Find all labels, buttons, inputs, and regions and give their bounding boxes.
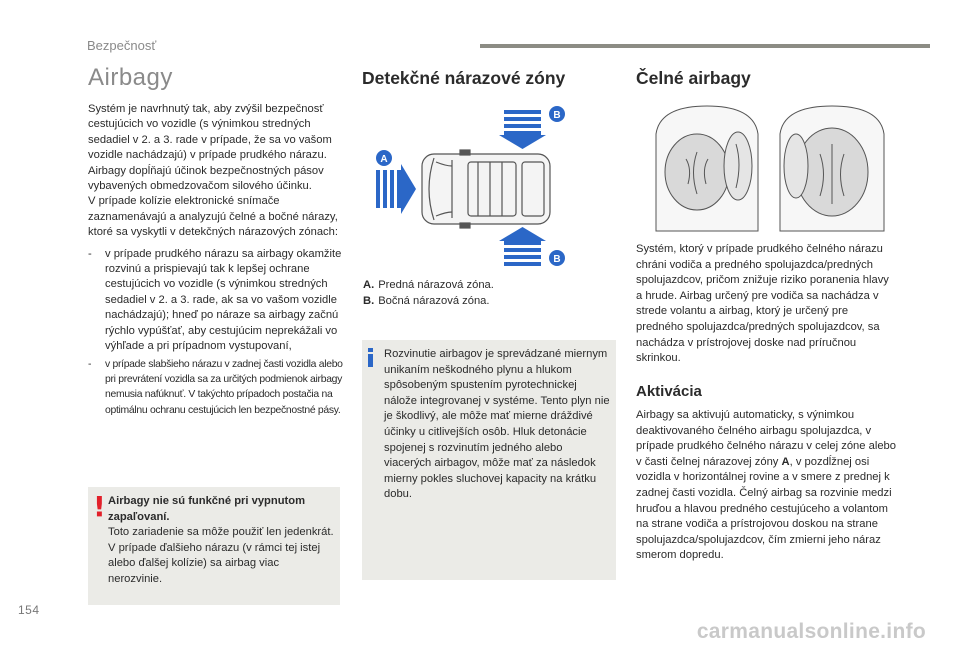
info-icon [368, 348, 373, 367]
warning-title: Airbagy nie sú funkčné pri vypnutom zapaľovaní. [108, 495, 306, 523]
van-top-view-icon [422, 150, 550, 228]
header-divider [480, 44, 930, 48]
label-b-bottom-icon [549, 250, 565, 266]
front-airbags-description: Systém, ktorý v prípade prudkého čelného nárazu chráni vodiča a predného spolujazdca/predných spolujazdcov, pričom znižuje riziko poranenia hlavy a hrude. Airbag určený pre vodiča sa nachádza v strede volantu a airbag, ktorý je určený pre predného spolujazdca/predných spolujazdcov, sa nachádza v prístrojovej doske nad príručnou skrinkou. [636, 243, 889, 365]
warning-text [108, 494, 336, 588]
impact-zones-diagram [372, 104, 572, 270]
label-b-top-icon [549, 106, 565, 122]
svg-text:B: B [553, 254, 561, 265]
warning-exclamation-icon: ! [93, 490, 106, 523]
list-item: - v prípade prudkého nárazu sa airbagy okamžite rozvinú a prispievajú tak k lepšej ochrane cestujúcich vo vozidle (s výnimkou stredných sedadiel v 2. a 3. rade, ak sa vo vašom vozidle nachádzajú); hneď po náraze sa airbagy začnú rýchlo vypúšťať, aby cestujúcim neprekážali vo výhľade a pri prípadnom vystupovaní, [88, 247, 342, 353]
side-impact-arrow-top [499, 110, 546, 149]
legend-item-a: A. Predná nárazová zóna. [363, 279, 494, 291]
label-a-icon [376, 150, 392, 166]
svg-text:A: A [380, 154, 388, 165]
page-number: 154 [18, 603, 40, 617]
legend-item-b: B. Bočná nárazová zóna. [363, 294, 490, 307]
activation-subtitle: Aktivácia [636, 383, 702, 400]
airbags-intro-2: V prípade kolízie elektronické snímače zaznamenávajú a analyzujú čelné a bočné nárazy, ktoré sa vyskytli v detekčných nárazových zónach: [88, 195, 338, 239]
info-text: Rozvinutie airbagov je sprevádzané miernym unikaním neškodného plynu a hlukom spôsobeným spustením pyrotechnickej nálože integrovanej v systéme. Tento plyn nie je škodlivý, ale môže mať mierne dráždivé účinky u citlivejších osôb. Hluk detonácie spojenej s rozvinutím jedného alebo viacerých airbagov, môže mať za následok mierny pokles sluchovej kapacity na krátku dobu. [384, 348, 610, 501]
airbags-intro: Systém je navrhnutý tak, aby zvýšil bezpečnosť cestujúcich vo vozidle (s výnimkou stredných sedadiel v 2. a 3. rade v prípade, že sa vo vašom vozidle nachádzajú) v prípade prudkého nárazu. Airbagy dopĺňajú účinok bezpečnostných pásov vybavených obmedzovačom silového účinku. [88, 103, 332, 193]
list-item: - v prípade slabšieho nárazu v zadnej časti vozidla alebo pri prevrátení vozidla sa za určitých podmienok airbagy nemusia nafúknuť. V takýchto prípadoch postačia na optimálnu ochranu cestujúcich len bezpečnostné pásy. [88, 358, 343, 416]
front-airbags-title: Čelné airbagy [636, 68, 751, 88]
activation-description: Airbagy sa aktivujú automaticky, s výnimkou deaktivovaného čelného airbagu spolujazdca, v prípade prudkého čelného nárazu v celej zóne alebo v časti čelnej nárazovej zóny A, v pozdĺžnej osi vozidla v horizontálnej rovine a v smere z prednej k zadnej časti vozidla. Čelný airbag sa rozvinie medzi hruďou a hlavou predného cestujúceho a volantom na strane vodiča a prístrojovou doskou na strane spolujazdca/spolujazdcov, čím zmierni jeho náraz smerom dopredu. [636, 409, 896, 562]
driver-airbag-icon [656, 106, 758, 231]
side-impact-arrow-bottom [499, 227, 546, 266]
warning-body: Toto zariadenie sa môže použiť len jedenkrát. V prípade ďalšieho nárazu (v rámci tej istej alebo ďalšej kolízie) sa airbag viac nerozvinie. [108, 526, 334, 585]
front-impact-arrow [376, 164, 416, 214]
passenger-airbag-icon [780, 106, 884, 231]
detection-zones-title: Detekčné nárazové zóny [362, 68, 566, 88]
watermark: carmanualsonline.info [696, 620, 926, 643]
front-airbags-illustration [652, 104, 888, 232]
airbags-title: Airbagy [88, 64, 173, 91]
zones-legend [363, 278, 618, 309]
airbags-list [88, 247, 343, 418]
airbags-column [88, 60, 343, 420]
svg-text:B: B [553, 110, 561, 121]
section-label: Bezpečnosť [87, 38, 157, 53]
